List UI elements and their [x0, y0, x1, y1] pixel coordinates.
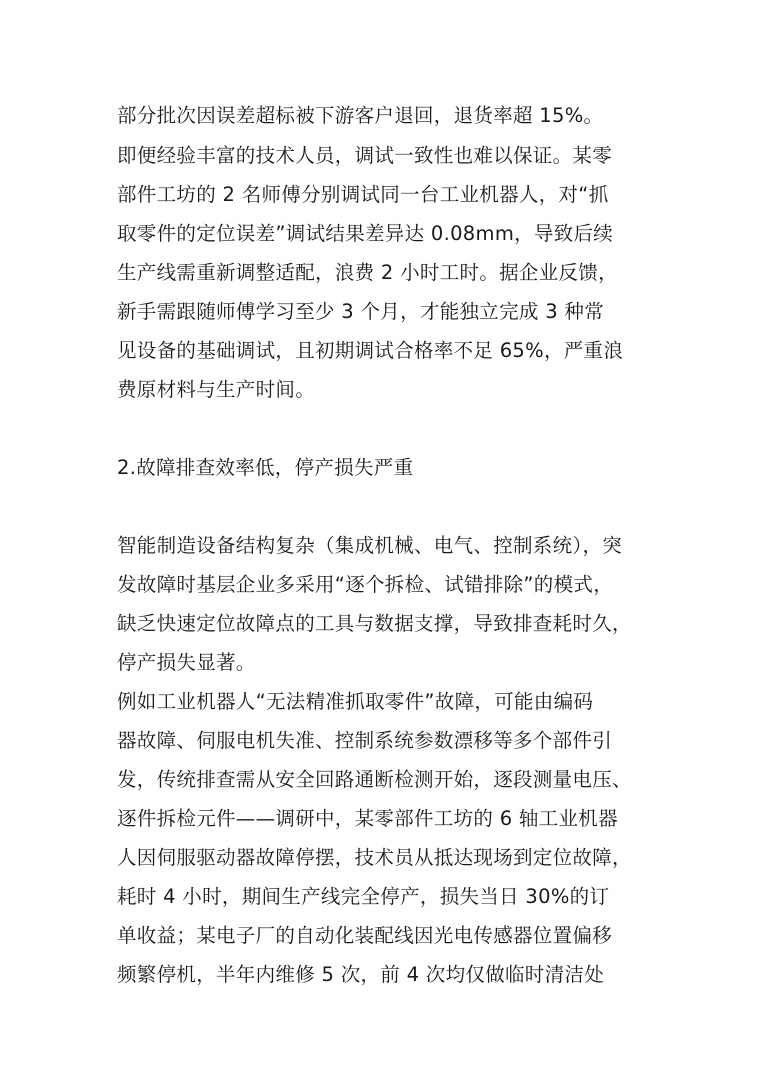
paragraph-line: 见设备的基础调试，且初期调试合格率不足 65%，严重浪 — [117, 339, 624, 362]
paragraph-line: 生产线需重新调整适配，浪费 2 小时工时。据企业反馈， — [117, 261, 618, 284]
paragraph-line: 部分批次因误差超标被下游客户退回，退货率超 15%。 — [117, 104, 604, 127]
paragraph-line: 频繁停机，半年内维修 5 次，前 4 次均仅做临时清洁处 — [117, 963, 605, 986]
paragraph-line: 新手需跟随师傅学习至少 3 个月，才能独立完成 3 种常 — [117, 300, 605, 323]
section-heading: 2.故障排查效率低，停产损失严重 — [117, 456, 414, 479]
paragraph-line: 智能制造设备结构复杂（集成机械、电气、控制系统），突 — [117, 534, 623, 557]
paragraph-line: 发，传统排查需从安全回路通断检测开始，逐段测量电压、 — [117, 768, 632, 791]
paragraph-line: 耗时 4 小时，期间生产线完全停产，损失当日 30%的订 — [117, 885, 610, 908]
paragraph-line: 人因伺服驱动器故障停摆，技术员从抵达现场到定位故障， — [117, 846, 632, 869]
paragraph-line: 发故障时基层企业多采用“逐个拆检、试错排除”的模式， — [117, 573, 614, 596]
paragraph-line: 即便经验丰富的技术人员，调试一致性也难以保证。某零 — [117, 144, 613, 167]
paragraph-line: 单收益；某电子厂的自动化装配线因光电传感器位置偏移 — [117, 924, 613, 947]
paragraph-line: 取零件的定位误差”调试结果差异达 0.08mm，导致后续 — [117, 222, 614, 245]
paragraph-line: 停产损失显著。 — [117, 651, 256, 674]
paragraph-line: 例如工业机器人“无法精准抓取零件”故障，可能由编码 — [117, 690, 594, 713]
paragraph-line: 部件工坊的 2 名师傅分别调试同一台工业机器人，对“抓 — [117, 183, 609, 206]
paragraph-line: 器故障、伺服电机失准、控制系统参数漂移等多个部件引 — [117, 729, 613, 752]
paragraph-line: 逐件拆检元件——调研中，某零部件工坊的 6 轴工业机器 — [117, 807, 618, 830]
paragraph-line: 缺乏快速定位故障点的工具与数据支撑，导致排查耗时久， — [117, 612, 632, 635]
paragraph-line: 费原材料与生产时间。 — [117, 378, 316, 401]
